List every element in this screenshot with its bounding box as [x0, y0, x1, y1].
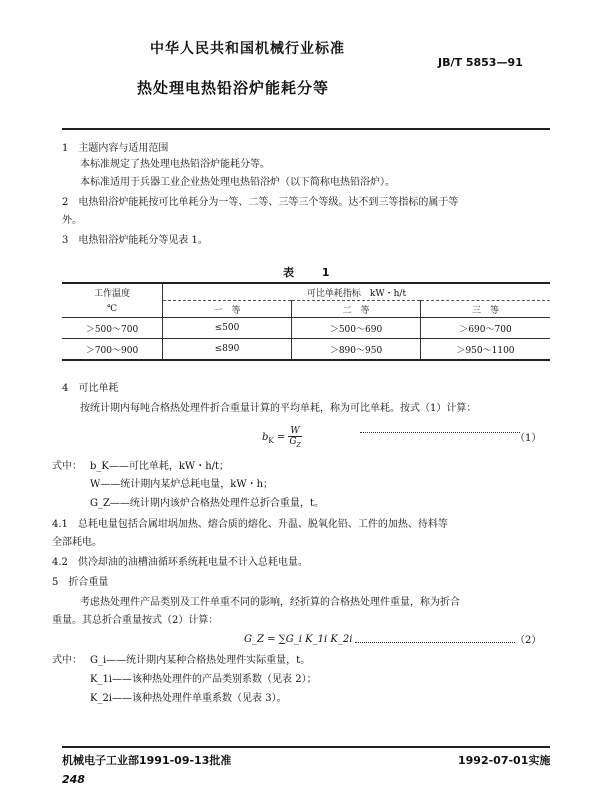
row-2-temp: ＞700～900	[62, 339, 163, 361]
table-1-title: 表 1	[283, 266, 342, 279]
formula-1-numerator: W	[290, 426, 300, 436]
section-1-para-1: 本标准规定了热处理电热铅浴炉能耗分等。	[80, 159, 270, 170]
row-1-temp: ＞500～700	[62, 318, 163, 339]
top-rule	[62, 128, 550, 130]
formula-2-where-label: 式中：	[52, 655, 82, 666]
row-1-grade-1: ≤500	[163, 318, 292, 339]
row-2-grade-3: ＞950～1100	[421, 339, 551, 361]
header-temp-unit: ℃	[106, 303, 118, 314]
section-2-line-1: 2 电热铅浴炉能耗按可比单耗分为一等、二等、三等三个等级。达不到三等指标的属于等	[62, 197, 459, 208]
table-row	[62, 339, 550, 361]
row-1-grade-2: ＞500～690	[292, 318, 421, 339]
section-3: 3 电热铅浴炉能耗分等见表 1。	[62, 235, 208, 246]
para-4-1-line-2: 全部耗电。	[52, 537, 102, 548]
formula-2: G_Z = ∑G_i K_1i K_2i	[244, 634, 353, 645]
section-5-para-line-2: 重量。其总折合重量按式（2）计算：	[52, 615, 219, 626]
bottom-rule	[62, 746, 550, 748]
section-5-para-line-1: 考虑热处理件产品类别及工件单重不同的影响，经折算的合格热处理件重量，称为折合	[80, 597, 460, 608]
formula-1-fraction	[288, 426, 301, 449]
section-4-title: 4 可比单耗	[62, 383, 119, 394]
formula-1	[262, 426, 302, 449]
formula-1-where-label: 式中：	[52, 461, 82, 472]
section-1-para-2: 本标准适用于兵器工业企业热处理电热铅浴炉（以下简称电热铅浴炉）。	[80, 177, 395, 188]
header-grade-3: 三 等	[421, 301, 551, 318]
table-row	[62, 318, 550, 339]
section-2-line-2: 外。	[62, 215, 82, 226]
formula-2-def-1: G_i——统计期内某种合格热处理件实际重量，t。	[90, 655, 311, 666]
formula-1-eq: =	[276, 431, 286, 443]
header-group-label: 可比单耗指标 kW・h/t	[163, 283, 551, 301]
formula-1-def-2: W——统计期内某炉总耗电量，kW・h；	[90, 479, 274, 490]
formula-1-number: （1）	[515, 433, 542, 444]
row-2-grade-2: ＞890～950	[292, 339, 421, 361]
formula-2-def-3: K_2i——该种热处理件单重系数（见表 3）。	[90, 693, 287, 704]
row-1-grade-3: ＞690～700	[421, 318, 551, 339]
formula-1-lhs-sub: K	[268, 436, 274, 445]
header-grade-2: 二 等	[292, 301, 421, 318]
header-temp-label: 工作温度	[62, 283, 163, 301]
formula-1-den-main: G	[289, 437, 297, 447]
approval-date: 机械电子工业部1991-09-13批准	[62, 754, 232, 767]
page-number: 248	[62, 773, 85, 786]
formula-2-leader	[355, 642, 515, 643]
formula-2-def-2: K_1i——该种热处理件的产品类别系数（见表 2）；	[90, 674, 317, 685]
para-4-1-line-1: 4.1 总耗电量包括合属坩埚加热、熔合质的熔化、升温、脱氧化铅、工件的加热、待料等	[52, 519, 448, 530]
effective-date: 1992-07-01实施	[458, 754, 551, 767]
row-2-grade-1: ≤890	[163, 339, 292, 361]
section-1-title: 1 主题内容与适用范围	[62, 143, 169, 154]
header-grade-1: 一 等	[163, 301, 292, 318]
section-5-title: 5 折合重量	[52, 577, 109, 588]
standard-body-title: 中华人民共和国机械行业标准	[150, 41, 345, 57]
formula-1-den-sub: Z	[296, 441, 301, 449]
standard-code: JB/T 5853—91	[438, 56, 523, 69]
formula-1-def-1: b_K——可比单耗，kW・h/t；	[90, 461, 230, 472]
document-title: 热处理电热铅浴炉能耗分等	[137, 79, 330, 97]
table-1	[62, 282, 550, 361]
formula-1-leader	[360, 432, 520, 433]
formula-1-lhs: b	[262, 431, 269, 443]
formula-1-def-3: G_Z——统计期内该炉合格热处理件总折合重量，t。	[90, 498, 324, 509]
formula-2-number: （2）	[515, 635, 542, 646]
section-4-intro: 按统计期内每吨合格热处理件折合重量计算的平均单耗，称为可比单耗。按式（1）计算：	[80, 403, 477, 414]
formula-1-denominator	[288, 437, 301, 449]
para-4-2: 4.2 供冷却油的油槽油循环系统耗电量不计入总耗电量。	[52, 557, 308, 568]
